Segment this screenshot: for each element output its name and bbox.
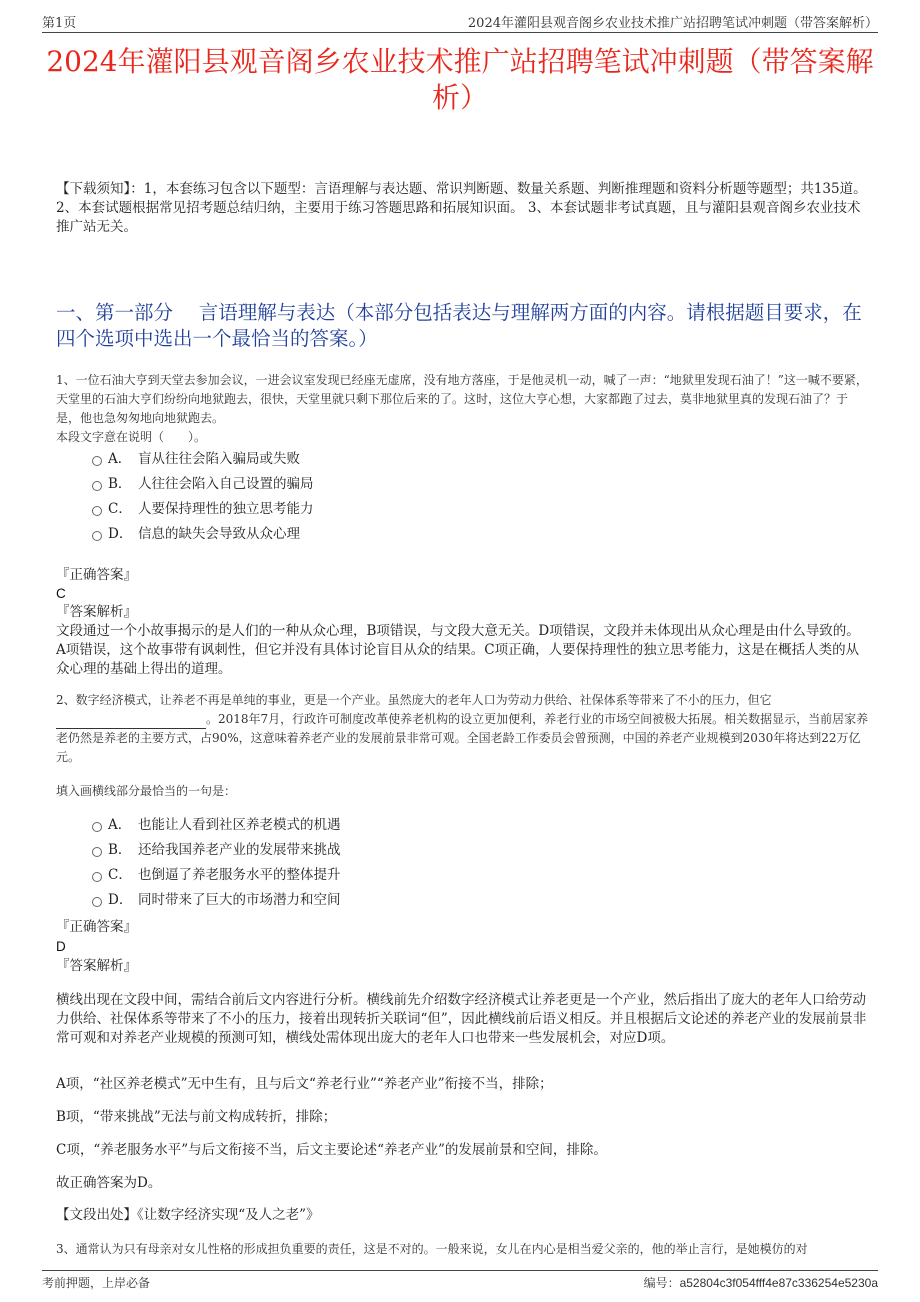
page-number: 第1页 xyxy=(42,16,77,31)
q1-prompt: 本段文字意在说明（ ）。 xyxy=(56,430,207,444)
header-doc-title: 2024年灌阳县观音阁乡农业技术推广站招聘笔试冲刺题（带答案解析） xyxy=(467,16,878,31)
q1-answer: C xyxy=(56,586,66,601)
radio-icon[interactable] xyxy=(92,481,102,491)
q1-text: 1、一位石油大亨到天堂去参加会议，一进会议室发现已经座无虚席，没有地方落座，于是他灵机一动，喊了一声：“地狱里发现石油了！”这一喊不要紧，天堂里的石油大亨们纷纷向地狱跑去，很快，天堂里就只剩下那位后来的了。这时，这位大亨心想，大家都跑了过去，莫非地狱里真的发现石油了？于是，他也急匆匆地向地狱跑去。 xyxy=(56,373,868,425)
q2-analysis-a: A项，“社区养老模式”无中生有，且与后文“养老行业”“养老产业”衔接不当，排除； xyxy=(56,1076,553,1092)
q2-prompt: 填入画横线部分最恰当的一句是： xyxy=(56,784,237,798)
radio-icon[interactable] xyxy=(92,531,102,541)
q2-option-b[interactable]: B． 还给我国养老产业的发展带来挑战 xyxy=(56,838,556,863)
page-footer xyxy=(42,1270,878,1291)
q2-option-a[interactable]: A． 也能让人看到社区养老模式的机遇 xyxy=(56,813,556,838)
q2-conclusion: 故正确答案为D。 xyxy=(56,1175,162,1191)
q2-correct-answer-label: 『正确答案』 xyxy=(56,919,137,935)
footer-code: 编号：a52804c3f054fff4e87c336254e5230a xyxy=(643,1276,878,1290)
q1-analysis-label: 『答案解析』 xyxy=(56,604,137,620)
radio-icon[interactable] xyxy=(92,897,102,907)
radio-icon[interactable] xyxy=(92,822,102,832)
q2-option-d[interactable]: D． 同时带来了巨大的市场潜力和空间 xyxy=(56,888,556,913)
footer-slogan: 考前押题，上岸必备 xyxy=(42,1276,151,1290)
q1-analysis: 文段通过一个小故事揭示的是人们的一种从众心理，B项错误，与文段大意无关。D项错误，文段并未体现出从众心理是由什么导致的。A项错误，这个故事带有讽刺性，但它并没有具体讨论盲目从众的结果。C项正确，人要保持理性的独立思考能力，这是在概括人类的从众心理的基础上得出的道理。 xyxy=(56,623,860,677)
q2-text: 2、数字经济模式，让养老不再是单纯的事业，更是一个产业。虽然庞大的老年人口为劳动力供给、社保体系等带来了不小的压力，但它 。2018年7月，行政许可制度改革使养老机构的设立更加便利，养老行业的市场空间被极大拓展。相关数据显示，当前居家养老仍然是养老的主要方式，占90%，这意味着养老产业的发展前景非常可观。全国老龄工作委员会曾预测，中国的养老产业规模到2030年将达到22万亿元。 xyxy=(56,693,869,764)
section-title: 一、第一部分 言语理解与表达（本部分包括表达与理解两方面的内容。请根据题目要求，在四个选项中选出一个最恰当的答案。） xyxy=(56,301,862,350)
q1-option-c[interactable]: C． 人要保持理性的独立思考能力 xyxy=(56,497,556,522)
page-header xyxy=(42,12,878,33)
q1-correct-answer-label: 『正确答案』 xyxy=(56,567,137,583)
radio-icon[interactable] xyxy=(92,847,102,857)
q2-analysis-main: 横线出现在文段中间，需结合前后文内容进行分析。横线前先介绍数字经济模式让养老更是一个产业，然后指出了庞大的老年人口给劳动力供给、社保体系等带来了不小的压力，接着出现转折关联词“但”，因此横线前后语义相反。并且根据后文论述的养老产业的发展前景非常可观和对养老产业规模的预测可知，横线处需体现出庞大的老年人口也带来一些发展机会，对应D项。 xyxy=(56,992,867,1046)
q2-source: 【文段出处】《让数字经济实现“及人之老”》 xyxy=(56,1207,320,1223)
q3-text: 3、通常认为只有母亲对女儿性格的形成担负重要的责任，这是不对的。一般来说，女儿在内心是相当爱父亲的，他的举止言行，是她模仿的对 xyxy=(56,1242,808,1256)
q2-answer: D xyxy=(56,939,66,954)
q1-option-a[interactable]: A． 盲从往往会陷入骗局或失败 xyxy=(56,447,556,472)
q1-options xyxy=(56,447,556,547)
q2-option-c[interactable]: C． 也倒逼了养老服务水平的整体提升 xyxy=(56,863,556,888)
q2-analysis-b: B项，“带来挑战”无法与前文构成转折，排除； xyxy=(56,1109,337,1125)
q2-analysis-c: C项，“养老服务水平”与后文衔接不当，后文主要论述“养老产业”的发展前景和空间，排除。 xyxy=(56,1142,607,1158)
radio-icon[interactable] xyxy=(92,506,102,516)
fill-blank xyxy=(56,714,206,729)
radio-icon[interactable] xyxy=(92,872,102,882)
q1-option-b[interactable]: B． 人往往会陷入自己设置的骗局 xyxy=(56,472,556,497)
radio-icon[interactable] xyxy=(92,456,102,466)
q2-options xyxy=(56,813,556,913)
document-title: 2024年灌阳县观音阁乡农业技术推广站招聘笔试冲刺题（带答案解析） xyxy=(46,45,874,114)
q1-option-d[interactable]: D． 信息的缺失会导致从众心理 xyxy=(56,522,556,547)
download-notice: 【下载须知】：1，本套练习包含以下题型：言语理解与表达题、常识判断题、数量关系题、判断推理题和资料分析题等题型；共135道。 2、本套试题根据常见招考题总结归纳，主要用于练习答题思路和拓展知识面。 3、本套试题非考试真题，且与灌阳县观音阁乡农业技术推广站无关。 xyxy=(56,181,867,235)
q2-analysis-label: 『答案解析』 xyxy=(56,958,137,974)
